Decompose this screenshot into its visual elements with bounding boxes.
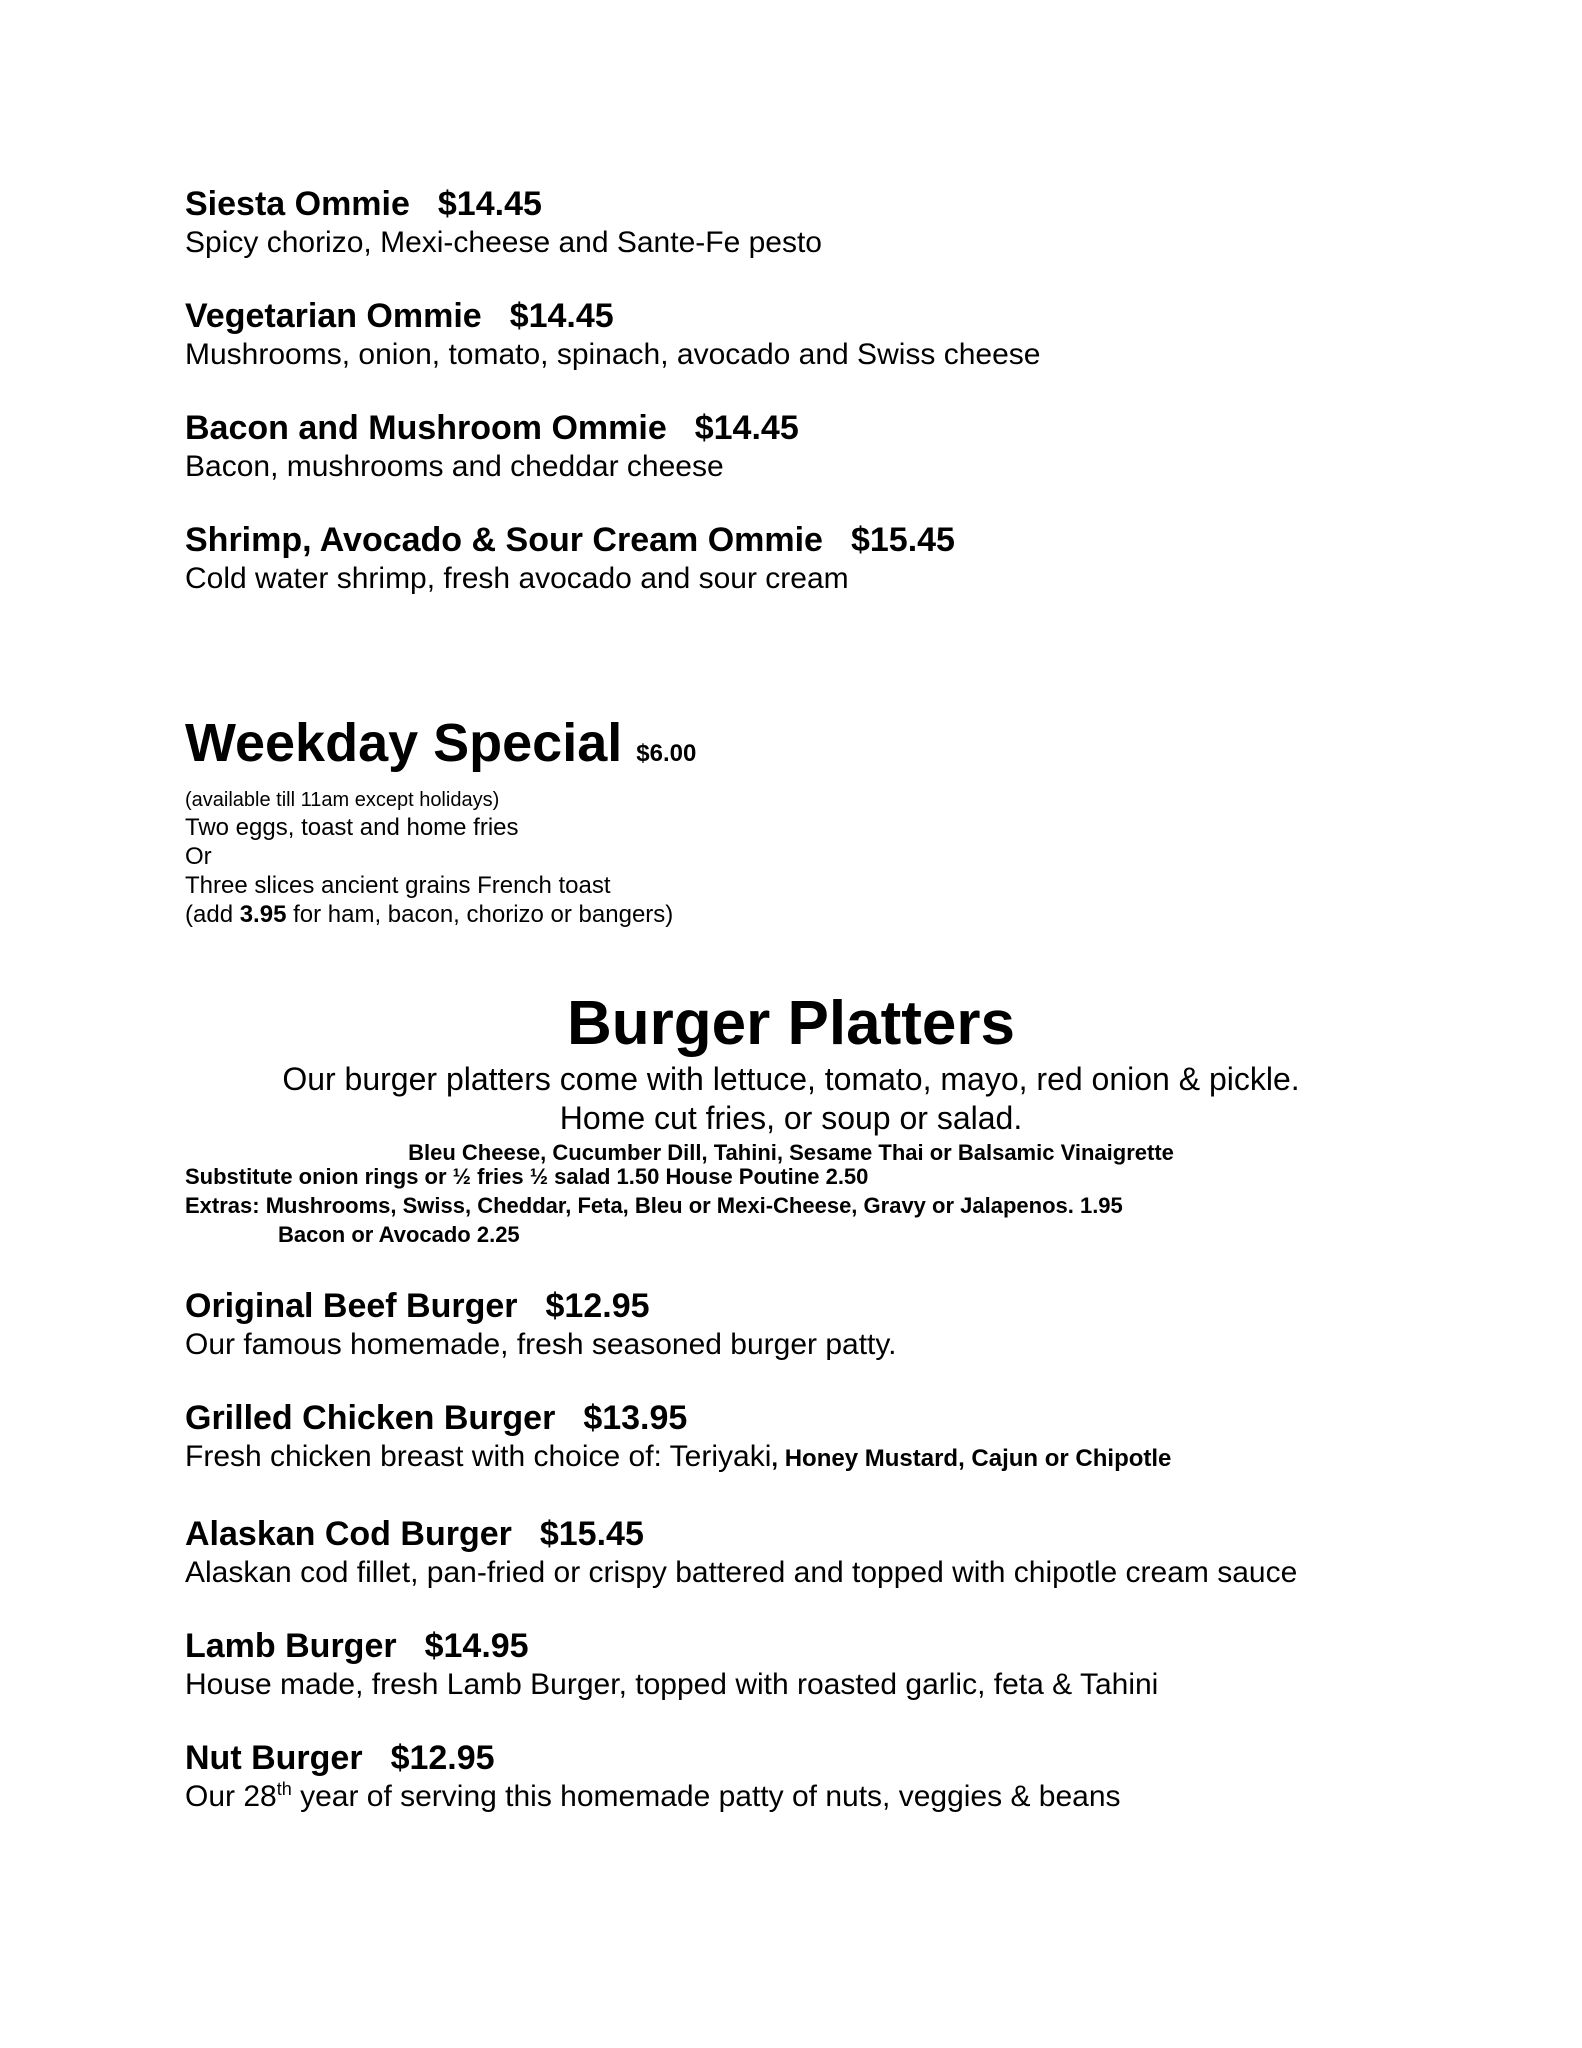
weekday-special-line: Three slices ancient grains French toast (185, 872, 611, 899)
menu-item-siesta-ommie (185, 184, 822, 262)
item-price: $14.45 (694, 409, 799, 447)
substitute-line: Substitute onion rings or ½ fries ½ salad 1.50 House Poutine 2.50 (185, 1164, 869, 1189)
item-title (185, 184, 822, 224)
section-subtitle: Our burger platters come with lettuce, tomato, mayo, red onion & pickle. (282, 1061, 1300, 1097)
menu-item-grilled-chicken-burger (185, 1398, 1171, 1478)
weekday-special-line: Or (185, 843, 212, 870)
item-price: $14.45 (509, 297, 614, 335)
item-title (185, 1626, 1158, 1666)
item-name: Lamb Burger (185, 1627, 397, 1665)
item-name: Nut Burger (185, 1739, 363, 1777)
weekday-special (185, 712, 696, 929)
item-description: Mushrooms, onion, tomato, spinach, avocado and Swiss cheese (185, 338, 1041, 371)
item-price: $13.95 (583, 1399, 688, 1437)
item-description: Our famous homemade, fresh seasoned burger patty. (185, 1328, 897, 1361)
item-description: Cold water shrimp, fresh avocado and sour cream (185, 562, 849, 595)
item-title (185, 520, 955, 560)
menu-item-shrimp-ommie (185, 520, 955, 598)
weekday-special-addon (185, 900, 696, 929)
item-name: Alaskan Cod Burger (185, 1515, 512, 1553)
item-description (185, 1778, 1121, 1816)
item-price: $14.45 (437, 185, 542, 223)
burger-platters-header (0, 988, 1582, 1167)
item-title (185, 408, 799, 448)
item-description: House made, fresh Lamb Burger, topped with roasted garlic, feta & Tahini (185, 1668, 1159, 1701)
item-name: Vegetarian Ommie (185, 297, 482, 335)
burger-options (185, 1162, 1123, 1249)
menu-item-alaskan-cod-burger (185, 1514, 1297, 1592)
weekday-special-line: Two eggs, toast and home fries (185, 814, 519, 841)
item-price: $12.95 (390, 1739, 495, 1777)
menu-item-nut-burger (185, 1738, 1121, 1816)
item-description-text: Our 28 (185, 1780, 277, 1813)
ordinal-suffix: th (276, 1779, 292, 1799)
item-name: Bacon and Mushroom Ommie (185, 409, 667, 447)
item-description: Bacon, mushrooms and cheddar cheese (185, 450, 724, 483)
menu-item-original-beef-burger (185, 1286, 897, 1364)
item-price: $12.95 (545, 1287, 650, 1325)
addon-prefix: (add (185, 901, 240, 928)
item-name: Siesta Ommie (185, 185, 410, 223)
item-description (185, 1438, 1171, 1478)
weekday-special-title (185, 712, 696, 785)
weekday-special-price: $6.00 (636, 740, 697, 767)
weekday-special-note: (available till 11am except holidays) (185, 789, 500, 811)
weekday-special-name: Weekday Special (185, 713, 623, 773)
section-title: Burger Platters (567, 989, 1015, 1058)
item-description-text: Fresh chicken breast with choice of: Teriyaki (185, 1440, 772, 1473)
item-title (185, 296, 1040, 336)
item-price: $15.45 (539, 1515, 644, 1553)
item-name: Shrimp, Avocado & Sour Cream Ommie (185, 521, 823, 559)
section-subtitle: Home cut fries, or soup or salad. (559, 1100, 1023, 1136)
menu-item-lamb-burger (185, 1626, 1158, 1704)
item-name: Grilled Chicken Burger (185, 1399, 556, 1437)
item-title (185, 1286, 897, 1326)
menu-item-vegetarian-ommie (185, 296, 1040, 374)
item-name: Original Beef Burger (185, 1287, 518, 1325)
addon-suffix: for ham, bacon, chorizo or bangers) (286, 901, 674, 928)
item-title (185, 1398, 1171, 1438)
menu-item-bacon-mushroom-ommie (185, 408, 799, 486)
extras-line-2: Bacon or Avocado 2.25 (278, 1222, 520, 1247)
item-description: Spicy chorizo, Mexi-cheese and Sante-Fe pesto (185, 226, 822, 259)
item-price: $15.45 (850, 521, 955, 559)
item-title (185, 1514, 1297, 1554)
extras-line: Extras: Mushrooms, Swiss, Cheddar, Feta, Bleu or Mexi-Cheese, Gravy or Jalapenos. 1.95 (185, 1193, 1123, 1218)
item-title (185, 1738, 1121, 1778)
item-description: Alaskan cod fillet, pan-fried or crispy battered and topped with chipotle cream sauce (185, 1556, 1298, 1589)
item-description-text: year of serving this homemade patty of nuts, veggies & beans (291, 1780, 1121, 1813)
addon-price: 3.95 (239, 901, 287, 928)
item-price: $14.95 (424, 1627, 529, 1665)
dressings-line: Bleu Cheese, Cucumber Dill, Tahini, Sesame Thai or Balsamic Vinaigrette (408, 1140, 1174, 1165)
item-description-options: , Honey Mustard, Cajun or Chipotle (771, 1445, 1172, 1472)
